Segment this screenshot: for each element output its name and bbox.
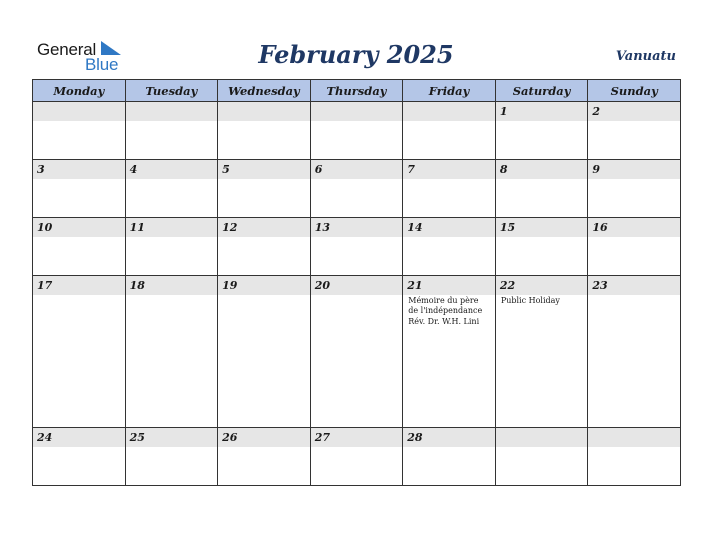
day-number: 19: [218, 276, 310, 295]
day-cell: [310, 217, 403, 275]
day-cell: [33, 159, 126, 217]
day-number: [33, 102, 125, 121]
day-number: 3: [33, 160, 125, 179]
day-number: 11: [126, 218, 218, 237]
day-cell: [218, 428, 311, 486]
day-cell: [218, 159, 311, 217]
day-number: 14: [403, 218, 495, 237]
day-cell: [125, 275, 218, 427]
day-number: 13: [311, 218, 403, 237]
weekday-header: Sunday: [588, 80, 681, 102]
day-number: 28: [403, 428, 495, 447]
weekday-header: Saturday: [495, 80, 588, 102]
day-number: 25: [126, 428, 218, 447]
logo-blue-text: Blue: [85, 55, 119, 74]
day-cell: [33, 275, 126, 427]
calendar-title: February 2025: [258, 40, 454, 69]
logo-general-text: General: [37, 40, 97, 59]
week-row: [33, 428, 681, 486]
day-number: 23: [588, 276, 680, 295]
day-cell: [403, 159, 496, 217]
weekday-header: Friday: [403, 80, 496, 102]
day-number: 15: [496, 218, 588, 237]
day-cell: [588, 159, 681, 217]
day-number: 16: [588, 218, 680, 237]
day-number: 18: [126, 276, 218, 295]
day-number: 7: [403, 160, 495, 179]
day-cell: [125, 428, 218, 486]
day-number: 27: [311, 428, 403, 447]
day-number: 26: [218, 428, 310, 447]
day-cell: [403, 275, 496, 427]
weekday-header: Thursday: [310, 80, 403, 102]
day-number: 4: [126, 160, 218, 179]
day-cell: [588, 275, 681, 427]
day-number: 12: [218, 218, 310, 237]
day-number: 24: [33, 428, 125, 447]
day-number: 8: [496, 160, 588, 179]
day-cell: [403, 102, 496, 160]
day-cell: [125, 159, 218, 217]
day-cell: [310, 275, 403, 427]
day-cell: [310, 159, 403, 217]
day-cell: [125, 217, 218, 275]
day-cell: [403, 428, 496, 486]
weekday-header: Tuesday: [125, 80, 218, 102]
holiday-event: Public Holiday: [500, 295, 560, 305]
day-number: [218, 102, 310, 121]
day-number: 9: [588, 160, 680, 179]
day-cell: [495, 102, 588, 160]
holiday-event: Mémoire du père de l'indépendance Rév. Dr. W.H. Lini: [408, 295, 483, 326]
day-number: 1: [496, 102, 588, 121]
day-number: 5: [218, 160, 310, 179]
weekday-header: Wednesday: [218, 80, 311, 102]
day-number: [403, 102, 495, 121]
week-row: [33, 102, 681, 160]
day-cell: [495, 428, 588, 486]
weekday-header-row: [33, 80, 681, 102]
week-row: [33, 275, 681, 427]
day-cell: [588, 102, 681, 160]
week-row: [33, 217, 681, 275]
day-number: [311, 102, 403, 121]
country-label: Vanuatu: [615, 49, 676, 64]
day-cell: [218, 217, 311, 275]
day-cell: [218, 102, 311, 160]
day-cell: [33, 428, 126, 486]
day-number: 10: [33, 218, 125, 237]
day-number: 21: [403, 276, 495, 295]
day-number: 20: [311, 276, 403, 295]
day-cell: [125, 102, 218, 160]
day-number: [126, 102, 218, 121]
day-cell: [495, 159, 588, 217]
day-cell: [588, 217, 681, 275]
day-cell: [33, 217, 126, 275]
weekday-header: Monday: [33, 80, 126, 102]
day-number: 6: [311, 160, 403, 179]
day-cell: [495, 275, 588, 427]
day-number: [588, 428, 680, 447]
day-cell: [403, 217, 496, 275]
day-number: [496, 428, 588, 447]
day-number: 22: [496, 276, 588, 295]
day-cell: [588, 428, 681, 486]
day-cell: [218, 275, 311, 427]
day-number: 17: [33, 276, 125, 295]
calendar-grid: [32, 79, 681, 486]
day-cell: [310, 102, 403, 160]
week-row: [33, 159, 681, 217]
day-number: 2: [588, 102, 680, 121]
day-cell: [33, 102, 126, 160]
day-cell: [495, 217, 588, 275]
day-cell: [310, 428, 403, 486]
